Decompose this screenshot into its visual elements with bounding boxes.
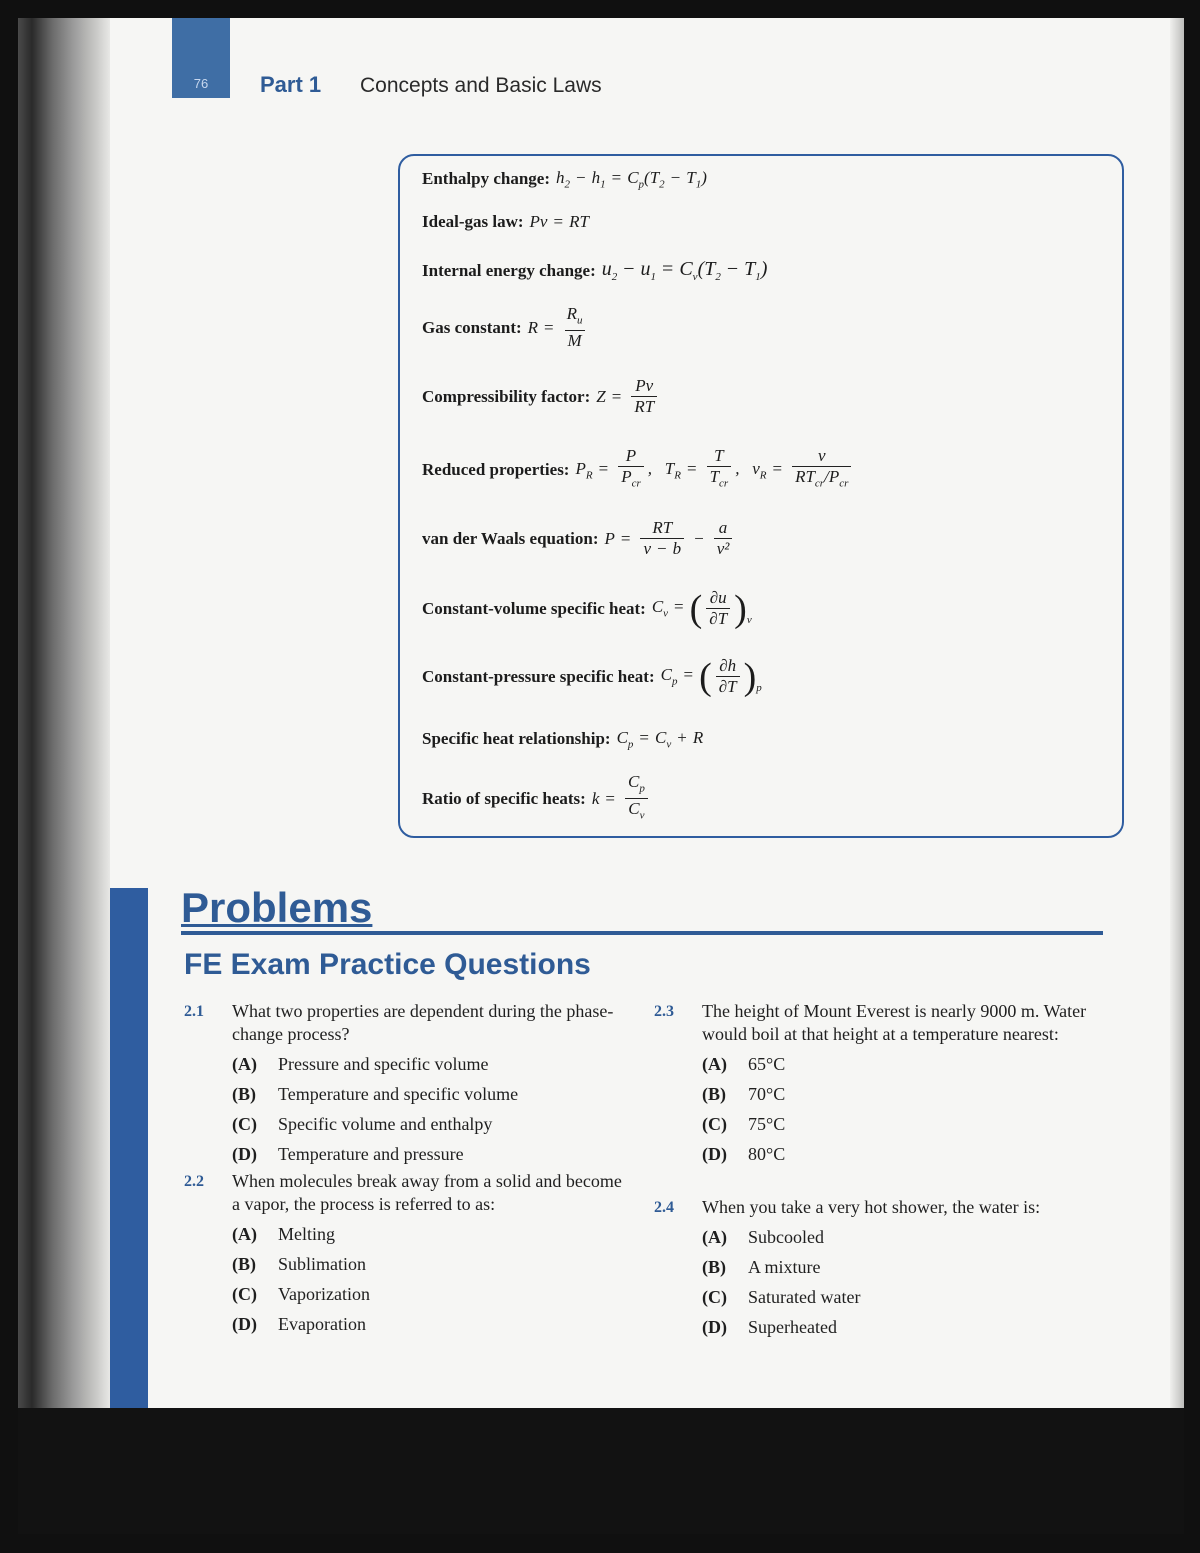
option-letter: (B) <box>702 1257 726 1277</box>
question-number: 2.4 <box>654 1199 674 1216</box>
option-letter: (C) <box>232 1284 257 1304</box>
page-number: 76 <box>193 76 209 91</box>
option-text: Saturated water <box>748 1287 861 1307</box>
option-letter: (D) <box>702 1317 727 1337</box>
question-text: The height of Mount Everest is nearly 9000 m. Water would boil at that height at a temperature nearest: <box>702 1001 1087 1044</box>
answer-option <box>702 1053 1102 1076</box>
option-text: Vaporization <box>278 1284 370 1304</box>
section-rule <box>181 931 1103 935</box>
page-edge <box>1170 18 1184 1534</box>
option-text: Melting <box>278 1224 335 1244</box>
option-letter: (D) <box>232 1314 257 1334</box>
option-letter: (A) <box>702 1227 727 1247</box>
option-letter: (B) <box>232 1254 256 1274</box>
header-part-label: Part 1 <box>260 72 322 97</box>
book-gutter-shadow <box>18 18 110 1534</box>
option-text: Evaporation <box>278 1314 366 1334</box>
option-text: 65°C <box>748 1054 786 1074</box>
formula-gas-constant: Gas constant: R = $\frac{R_u}{M}$ <box>422 304 590 351</box>
section-accent-bar <box>110 888 148 1408</box>
option-letter: (C) <box>702 1287 727 1307</box>
formula-summary-box <box>398 154 1124 838</box>
answer-option <box>232 1143 632 1166</box>
formula-label: Constant-volume specific heat: <box>422 598 646 618</box>
option-text: Subcooled <box>748 1227 824 1247</box>
answer-option <box>702 1316 1102 1339</box>
formula-label: Gas constant: <box>422 317 522 337</box>
option-letter: (C) <box>232 1114 257 1134</box>
formula-label: Reduced properties: <box>422 459 570 479</box>
option-text: 70°C <box>748 1084 786 1104</box>
option-text: 80°C <box>748 1144 786 1164</box>
option-text: Sublimation <box>278 1254 367 1274</box>
section-subtitle: FE Exam Practice Questions <box>184 948 591 981</box>
question-text: When you take a very hot shower, the water is: <box>702 1197 1041 1217</box>
scanned-page <box>18 18 1184 1534</box>
question-number: 2.3 <box>654 1003 674 1020</box>
formula-ideal-gas: Ideal-gas law: Pv = RT <box>422 212 589 231</box>
answer-option <box>232 1223 632 1246</box>
question-2-1 <box>184 1000 632 1166</box>
option-text: Specific volume and enthalpy <box>278 1114 493 1134</box>
answer-option <box>702 1286 1102 1309</box>
formula-label: Enthalpy change: <box>422 169 550 189</box>
scan-background <box>18 1408 1184 1534</box>
question-text: What two properties are dependent during the phase-change process? <box>232 1001 614 1044</box>
answer-option <box>702 1226 1102 1249</box>
answer-option <box>702 1083 1102 1106</box>
option-text: Temperature and specific volume <box>278 1084 519 1104</box>
formula-cp: Constant-pressure specific heat: $C_p$ = ( $\frac{\partial h}{\partial T}$ ) p <box>422 655 762 698</box>
question-number: 2.1 <box>184 1003 204 1020</box>
formula-ratio-specific-heats: Ratio of specific heats: k = $\frac{C_p}{C_v}$ <box>422 772 652 826</box>
option-letter: (A) <box>702 1054 727 1074</box>
answer-option <box>232 1283 632 1306</box>
answer-option <box>232 1083 632 1106</box>
formula-reduced-properties: Reduced properties: $P_R$ = $\frac{P}{P_{cr}}$ , $T_R$ = $\frac{T}{T_{cr}}$ , $v_R$ = $\frac{v}{RT_{cr}/P_{cr}}$ <box>422 446 855 493</box>
option-letter: (D) <box>232 1144 257 1164</box>
formula-label: Ideal-gas law: <box>422 212 524 231</box>
option-text: Temperature and pressure <box>278 1144 464 1164</box>
question-text: When molecules break away from a solid and become a vapor, the process is referred to as: <box>232 1171 622 1214</box>
answer-option <box>232 1253 632 1276</box>
formula-label: Constant-pressure specific heat: <box>422 666 655 686</box>
section-title: Problems <box>181 884 373 931</box>
answer-option <box>702 1143 1102 1166</box>
option-letter: (B) <box>232 1084 256 1104</box>
formula-internal-energy: Internal energy change: $u_2 - u_1 = C_v(T_2 - T_1)$ <box>422 258 768 283</box>
option-letter: (C) <box>702 1114 727 1134</box>
formula-label: van der Waals equation: <box>422 528 599 548</box>
answer-option <box>232 1053 632 1076</box>
formula-label: Compressibility factor: <box>422 386 591 406</box>
answer-option <box>702 1113 1102 1136</box>
question-2-2 <box>184 1170 632 1336</box>
formula-label: Specific heat relationship: <box>422 729 611 749</box>
option-letter: (A) <box>232 1224 257 1244</box>
option-letter: (A) <box>232 1054 257 1074</box>
answer-option <box>702 1256 1102 1279</box>
formula-enthalpy: Enthalpy change: $h_2 - h_1 = C_p(T_2 - T_1)$ <box>422 168 707 191</box>
formula-specific-heat-relationship: Specific heat relationship: $C_p = C_v + R$ <box>422 728 704 751</box>
formula-cv: Constant-volume specific heat: $C_v$ = ( $\frac{\partial u}{\partial T}$ ) v <box>422 587 752 630</box>
answer-option <box>232 1113 632 1136</box>
option-text: Superheated <box>748 1317 837 1337</box>
answer-option <box>232 1313 632 1336</box>
option-text: A mixture <box>748 1257 821 1277</box>
question-number: 2.2 <box>184 1173 204 1190</box>
question-2-3 <box>654 1000 1102 1166</box>
formula-label: Ratio of specific heats: <box>422 788 586 808</box>
header-title: Concepts and Basic Laws <box>360 74 602 97</box>
question-2-4 <box>654 1196 1102 1339</box>
formula-label: Internal energy change: <box>422 260 596 280</box>
option-letter: (D) <box>702 1144 727 1164</box>
formula-van-der-waals: van der Waals equation: P = $\frac{RT}{v - b}$ − $\frac{a}{\text{v²}}$ <box>422 518 736 559</box>
option-text: Pressure and specific volume <box>278 1054 489 1074</box>
formula-compressibility: Compressibility factor: Z = $\frac{Pv}{RT}$ <box>422 376 661 417</box>
option-letter: (B) <box>702 1084 726 1104</box>
option-text: 75°C <box>748 1114 786 1134</box>
